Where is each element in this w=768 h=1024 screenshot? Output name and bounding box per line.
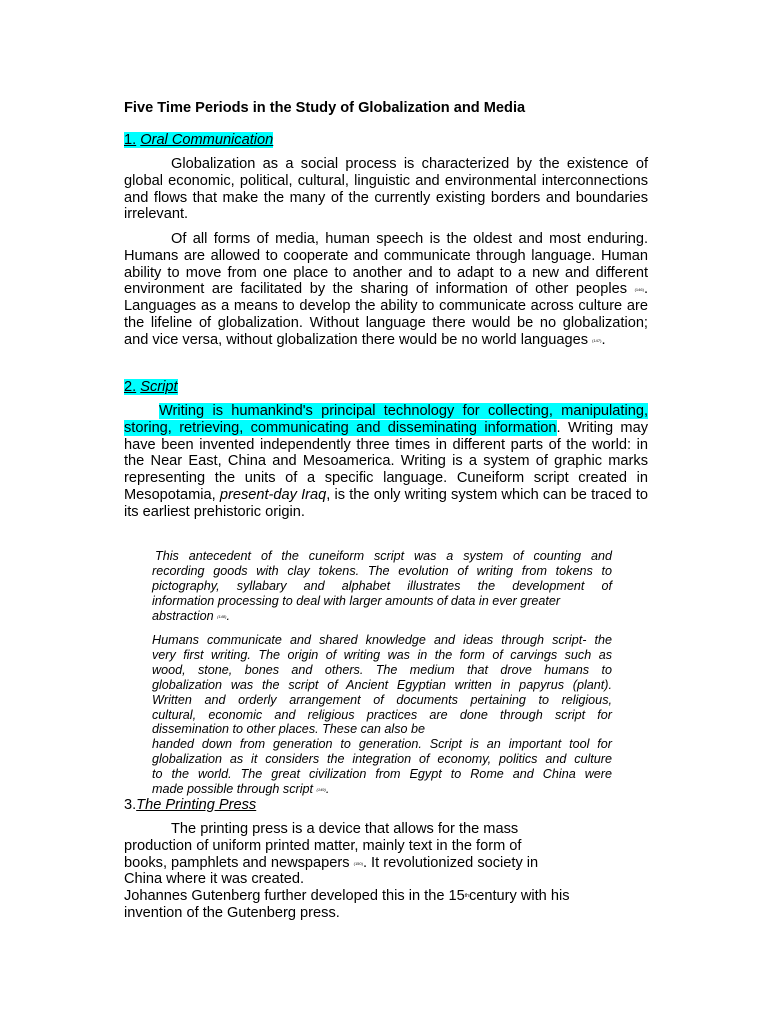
quote-line: to the world. The great civilization from Egypt to Rome and China were — [152, 767, 612, 782]
text-line: invention of the Gutenberg press. — [124, 904, 340, 921]
footnote-ref: (150) — [353, 860, 363, 866]
quote-line: Written and orderly arrangement of documents pertaining to religious, — [152, 692, 612, 707]
block-quote-humans-script — [152, 633, 612, 797]
section-label: Oral Communication — [140, 132, 274, 148]
footnote-ref: (147) — [592, 337, 602, 343]
quote-line: wood, stone, bones and others. The medium that drove humans to — [152, 662, 612, 677]
section-number: 2. — [124, 379, 137, 395]
section-heading-oral-communication — [124, 132, 273, 148]
quote-line: made possible through script $^{(149)}$. — [152, 782, 330, 797]
section-heading-printing-press — [124, 797, 256, 813]
footnote-ref: (149) — [316, 787, 326, 793]
document-title: Five Time Periods in the Study of Globalization and Media — [124, 100, 526, 116]
quote-line: globalization was the script of Ancient Egyptian written in papyrus (plant). — [152, 677, 612, 692]
quote-line: globalization as it considers the integration of economy, politics and culture — [152, 752, 612, 767]
block-quote-cuneiform — [152, 549, 612, 624]
quote-line: handed down from generation to generation. Script is an important tool for — [152, 737, 612, 752]
paragraph-writing-technology: Writing is humankind's principal technology for collecting, manipulating, storing, retrieving, communicating and disseminating information. Writing may have been invented independently three times in different parts of the world: in the Near East, China and Mesoamerica. Writing is a system of graphic marks representing the units of a specific language. Cuneiform script created in Mesopotamia, present-day Iraq, is the only writing system which can be traced to its earliest prehistoric origin. — [124, 403, 648, 520]
quote-line: This antecedent of the cuneiform script was a system of counting and — [155, 549, 612, 563]
quote-line: very first writing. The origin of writing was in the form of carvings such as — [152, 647, 612, 662]
text-line: The printing press is a device that allows for the mass — [171, 821, 519, 837]
section-number: 3. — [124, 797, 137, 813]
quote-line: information processing to deal with larger amounts of data in ever greater — [152, 593, 561, 608]
heading-highlight — [124, 379, 178, 395]
text-line: China where it was created. — [124, 871, 305, 888]
quote-line: recording goods with clay tokens. The evolution of writing from tokens to — [152, 563, 612, 578]
heading-highlight — [124, 132, 273, 148]
quote-line: pictography, syllabary and alphabet illustrates the development of — [152, 578, 612, 593]
quote-line: cultural, economic and religious practices are done through script for — [152, 707, 612, 722]
paragraph-globalization-definition: Globalization as a social process is characterized by the existence of global economic, political, cultural, linguistic and environmental interconnections and flows that make the many of the currently existing borders and boundaries irrelevant. — [124, 156, 648, 223]
text-line: Johannes Gutenberg further developed this in the 15thcentury with his — [124, 888, 570, 905]
highlighted-text: Writing is humankind's principal technology for collecting, manipulating, storing, retrieving, communicating and disseminating information — [124, 403, 648, 436]
text-line: books, pamphlets and newspapers $^{(150)}$. It revolutionized society in — [124, 854, 539, 871]
section-label: The Printing Press — [136, 797, 257, 813]
footnote-ref: (148) — [217, 613, 227, 619]
paragraph-printing-press — [124, 821, 648, 922]
quote-line: abstraction $^{(148)}$. — [152, 608, 230, 623]
footnote-ref: (146) — [634, 287, 644, 293]
section-heading-script — [124, 379, 178, 395]
section-number: 1. — [124, 132, 137, 148]
quote-line: Humans communicate and shared knowledge and ideas through script- the — [152, 633, 612, 647]
text-line: production of uniform printed matter, mainly text in the form of — [124, 837, 522, 854]
section-label: Script — [140, 379, 178, 395]
paragraph-human-speech: Of all forms of media, human speech is the oldest and most enduring. Humans are allowed to cooperate and communicate through language. Human ability to move from one place to another and to adapt to a new and different environment are facilitated by the sharing of information of other peoples $^{(146)}$. Languages as a means to develop the ability to communicate across culture are the lifeline of globalization. Without language there would be no globalization; and vice versa, without globalization there would be no world languages $^{(147)}$. — [124, 231, 648, 348]
quote-line: dissemination to other places. These can also be — [152, 722, 426, 737]
